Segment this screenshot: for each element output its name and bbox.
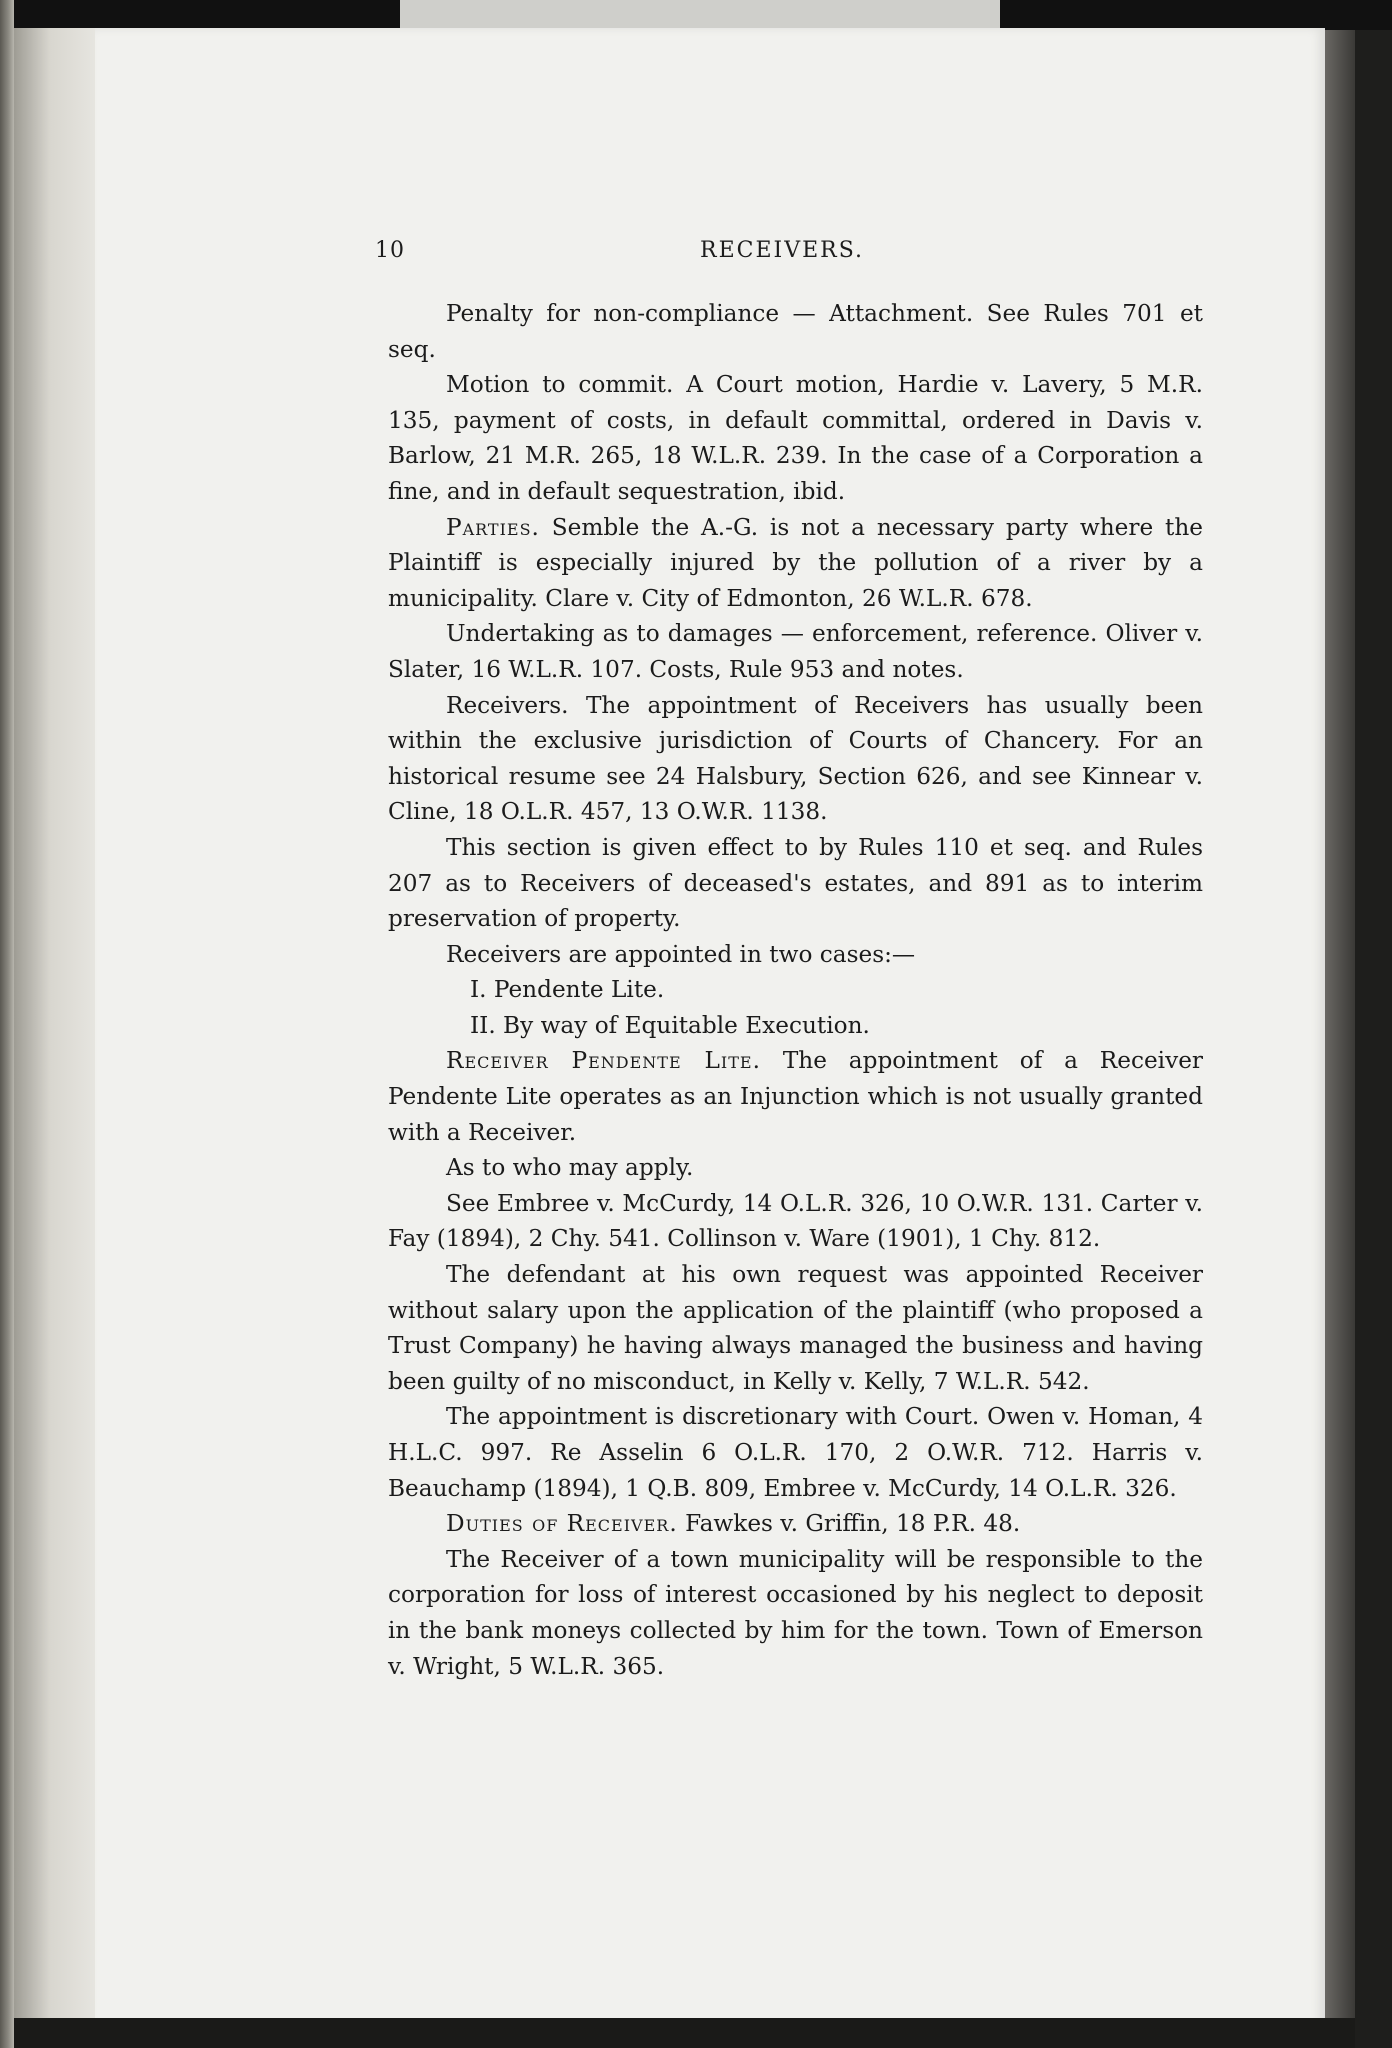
- page-right-shadow: [1325, 30, 1355, 2020]
- paragraph-parties: [388, 510, 1203, 617]
- paragraph-two-cases: Receivers are appointed in two cases:—: [446, 940, 916, 968]
- page-number: 10: [375, 238, 405, 263]
- section-head-duties-of-receiver: Duties of Receiver.: [446, 1510, 678, 1538]
- paragraph-penalty: Penalty for non-compliance — Attachment. See Rules 701 et seq.: [388, 300, 1203, 363]
- paragraph-duties-body: Fawkes v. Griffin, 18 P.R. 48.: [685, 1510, 1021, 1538]
- paragraph-duties-of-receiver: [388, 1506, 1203, 1542]
- section-head-receiver-pendente-lite: Receiver Pendente Lite.: [446, 1047, 761, 1075]
- list-item-equitable-execution: II. By way of Equitable Execution.: [470, 1011, 870, 1039]
- scan-right-border: [1355, 30, 1392, 2048]
- paragraph-who-may-apply: As to who may apply.: [446, 1154, 694, 1182]
- page-header: [375, 238, 1205, 268]
- page-stack-edge: [14, 28, 104, 2018]
- paragraph-parties-body: Semble the A.-G. is not a necessary party where the Plaintiff is especially injured by the pollution of a river by a municipality. Clare v. City of Edmonton, 26 W.L.R. 678.: [388, 513, 1203, 612]
- running-head: RECEIVERS.: [700, 238, 864, 263]
- scan-top-gap: [400, 0, 1000, 30]
- scan-left-edge: [0, 0, 14, 2048]
- section-head-parties: Parties.: [446, 513, 540, 541]
- paragraph-receiver-pendente-lite: [388, 1043, 1203, 1150]
- paragraph-discretionary: The appointment is discretionary with Court. Owen v. Homan, 4 H.L.C. 997. Re Asselin 6 O.L.R. 170, 2 O.W.R. 712. Harris v. Beauchamp (1894), 1 Q.B. 809, Embree v. McCurdy, 14 O.L.R. 326.: [388, 1403, 1203, 1502]
- paragraph-section-effect: This section is given effect to by Rules 110 et seq. and Rules 207 as to Receivers of deceased's estates, and 891 as to interim preservation of property.: [388, 833, 1203, 933]
- scan-bottom-border: [14, 2018, 1355, 2048]
- paragraph-undertaking: Undertaking as to damages — enforcement, reference. Oliver v. Slater, 16 W.L.R. 107. Costs, Rule 953 and notes.: [388, 620, 1203, 683]
- paragraph-receiver-pendente-lite-body: The appointment of a Receiver Pendente Lite operates as an Injunction which is not usually granted with a Receiver.: [388, 1047, 1204, 1146]
- list-item-pendente-lite: I. Pendente Lite.: [470, 976, 665, 1004]
- paragraph-see-embree: See Embree v. McCurdy, 14 O.L.R. 326, 10 O.W.R. 131. Carter v. Fay (1894), 2 Chy. 541. Collinson v. Ware (1901), 1 Chy. 812.: [388, 1189, 1203, 1253]
- paragraph-receivers: Receivers. The appointment of Receivers has usually been within the exclusive jurisdiction of Courts of Chancery. For an historical resume see 24 Halsbury, Section 626, and see Kinnear v. Cline, 18 O.L.R. 457, 13 O.W.R. 1138.: [388, 691, 1203, 826]
- paragraph-motion-to-commit: Motion to commit. A Court motion, Hardie v. Lavery, 5 M.R. 135, payment of costs, in default committal, ordered in Davis v. Barlow, 21 M.R. 265, 18 W.L.R. 239. In the case of a Corporation a fine, and in default sequestration, ibid.: [388, 371, 1203, 505]
- paragraph-town-municipality: The Receiver of a town municipality will be responsible to the corporation for loss of interest occasioned by his neglect to deposit in the bank moneys collected by him for the town. Town of Emerson v. Wright, 5 W.L.R. 365.: [388, 1545, 1203, 1680]
- page-body: [388, 296, 1203, 1684]
- paragraph-defendant-request: The defendant at his own request was appointed Receiver without salary upon the application of the plaintiff (who proposed a Trust Company) he having always managed the business and having been guilty of no misconduct, in Kelly v. Kelly, 7 W.L.R. 542.: [388, 1261, 1203, 1395]
